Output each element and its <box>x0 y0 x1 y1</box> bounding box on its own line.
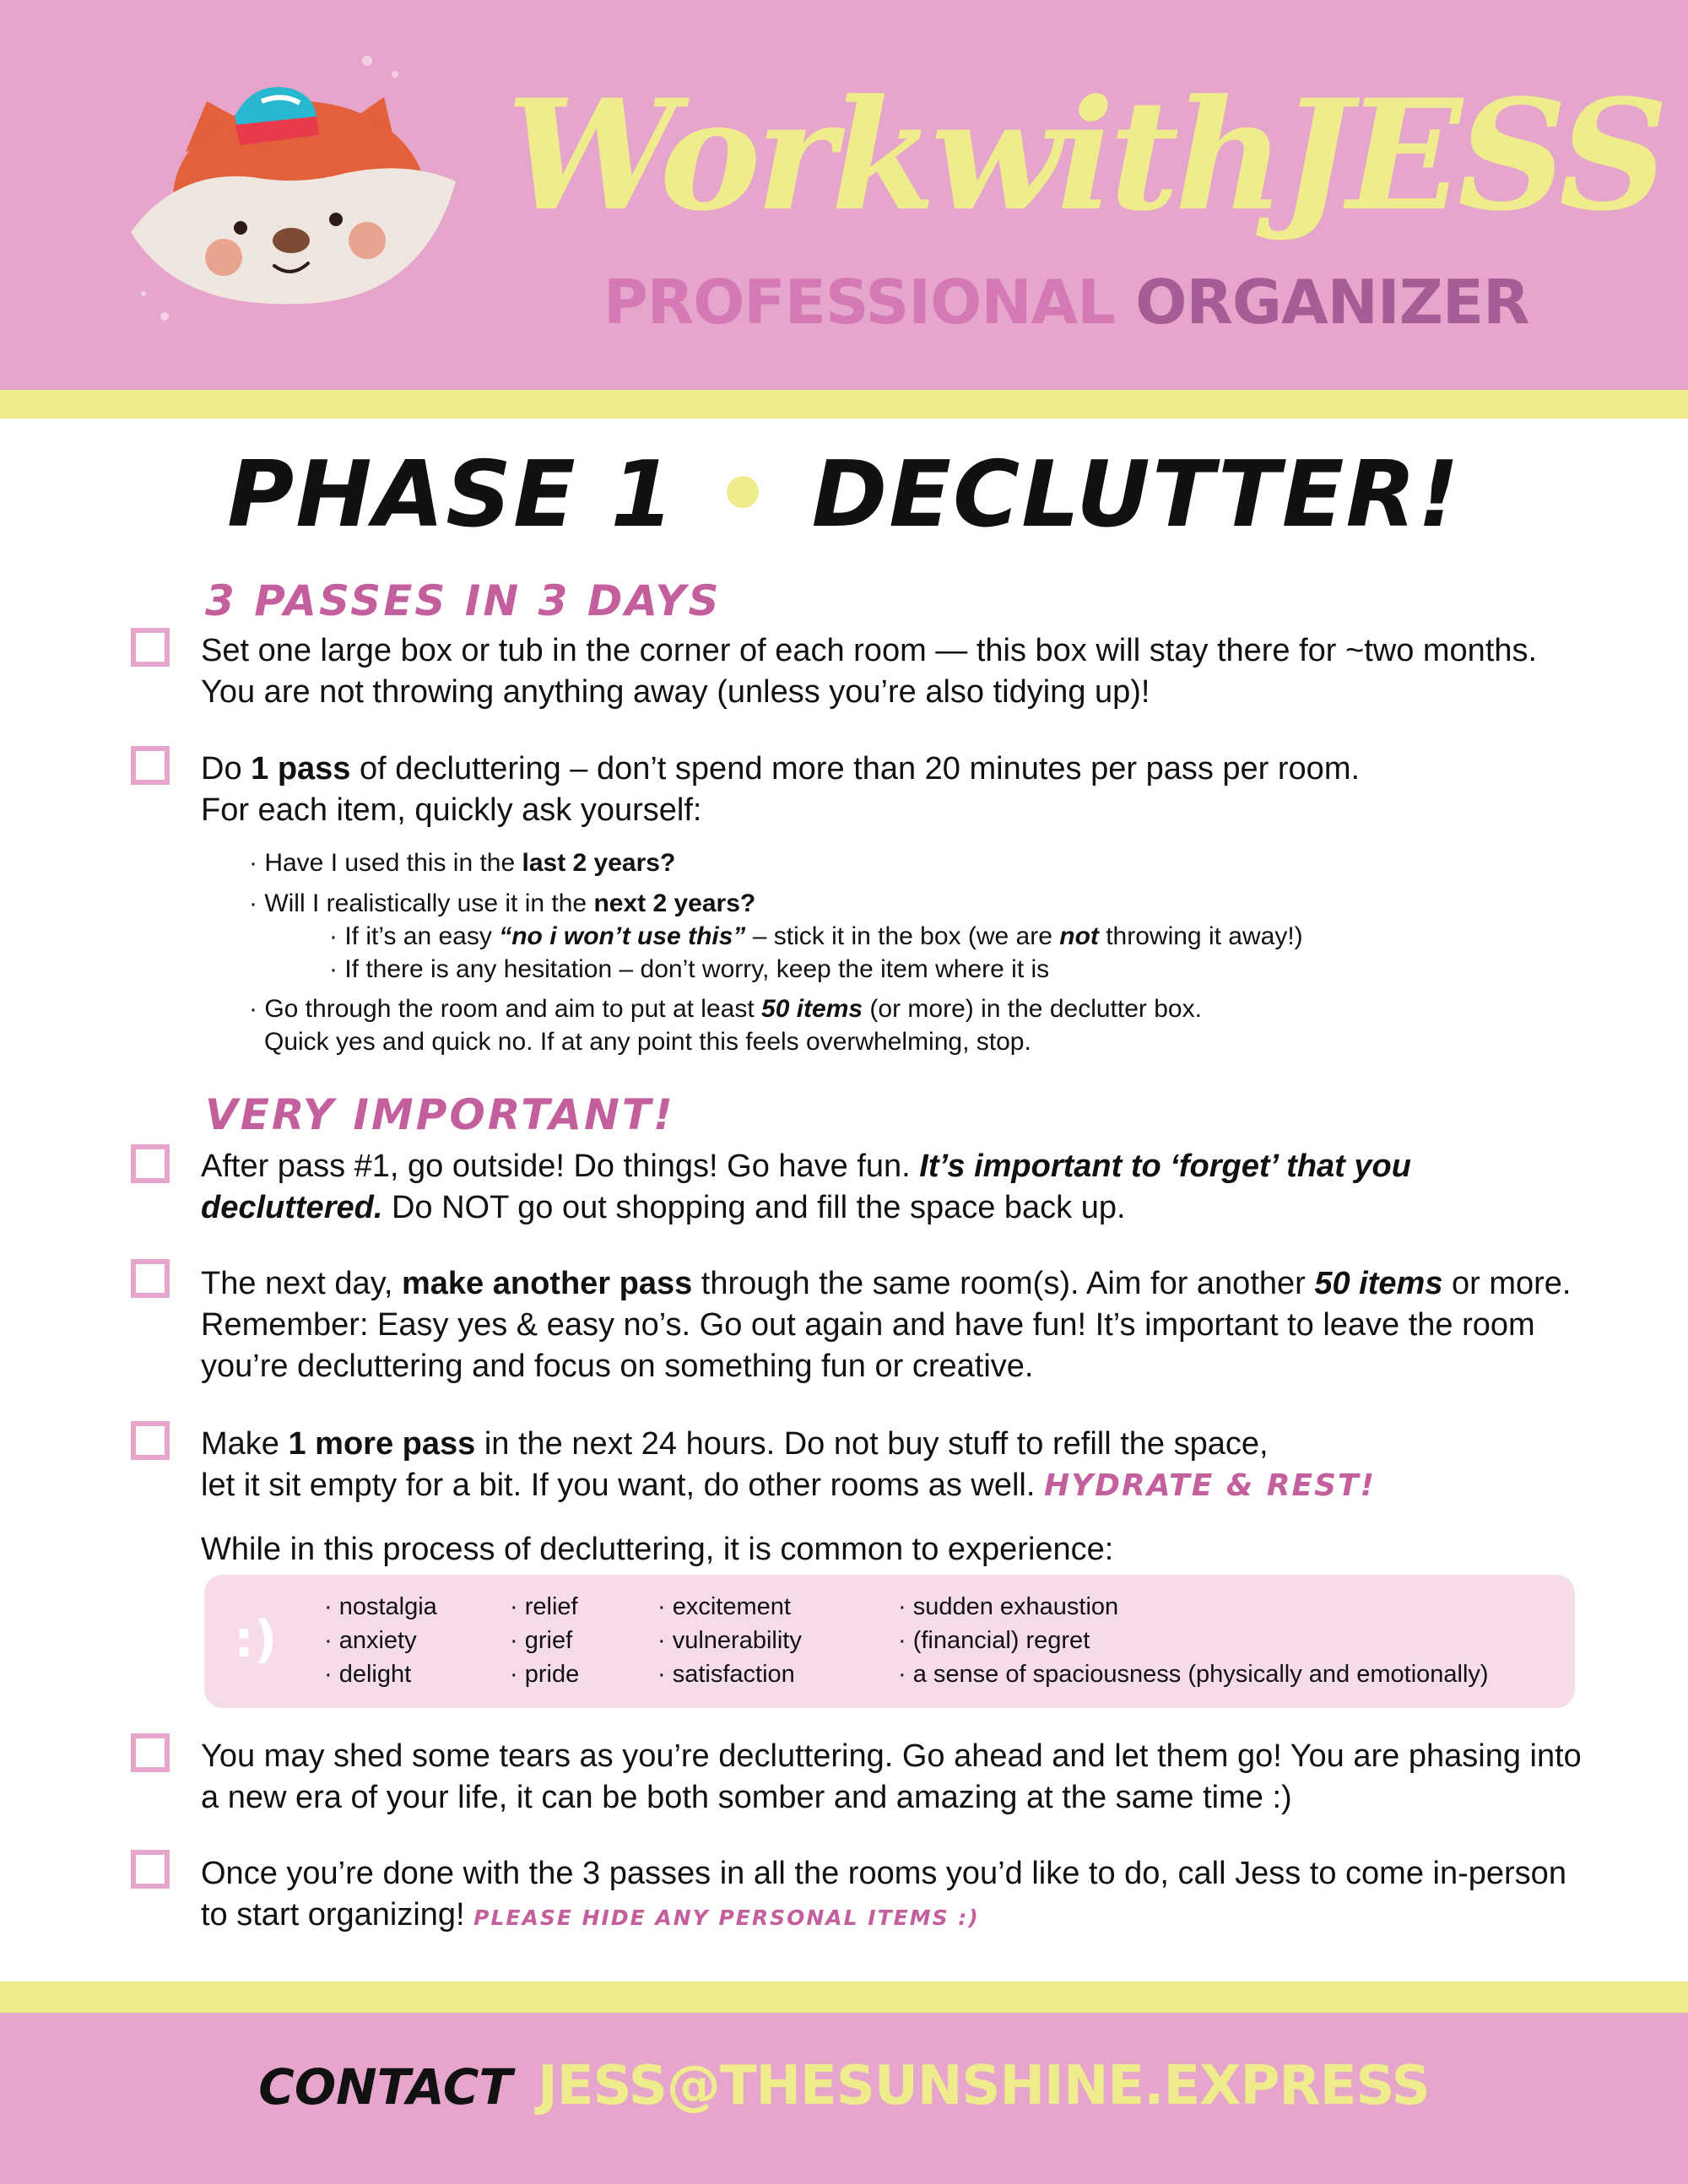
list-item: · If there is any hesitation – don’t worry, keep the item where it is <box>329 955 1050 983</box>
list-item: · grief <box>510 1627 573 1654</box>
page-title-phase: PHASE 1 <box>227 442 676 548</box>
item-6-text: You may shed some tears as you’re decluttering. Go ahead and let them go! You are phasing into a new era of your life, it can be both somber and amazing at the same time :) <box>201 1738 1582 1815</box>
page-title-declutter: DECLUTTER! <box>811 442 1461 548</box>
list-item: · excitement <box>657 1593 791 1620</box>
list-item: · If it’s an easy “no i won’t use this” – stick it in the box (we are not throwing it away!) <box>329 922 1303 950</box>
list-item: · vulnerability <box>657 1627 802 1654</box>
list-item: · Will I realistically use it in the next 2 years? <box>249 889 756 917</box>
list-item: · a sense of spaciousness (physically and emotionally) <box>898 1661 1489 1688</box>
title-separator: • <box>713 442 774 548</box>
item-2-text: Do 1 pass of decluttering – don’t spend more than 20 minutes per pass per room. For each item, quickly ask yourself: <box>201 751 1361 828</box>
section-heading-passes: 3 PASSES IN 3 DAYS <box>205 576 722 625</box>
personal-items-tag: PLEASE HIDE ANY PERSONAL ITEMS :) <box>473 1906 980 1930</box>
emotions-column-4 <box>898 1590 1489 1691</box>
item-5-text: Make 1 more pass in the next 24 hours. Do not buy stuff to refill the space, let it sit empty for a bit. If you want, do other rooms as well. HYDRATE & REST! <box>201 1426 1377 1503</box>
smiley-icon: :) <box>234 1610 278 1669</box>
list-item-continued: Quick yes and quick no. If at any point this feels overwhelming, stop. <box>264 1028 1031 1056</box>
list-item: · nostalgia <box>324 1593 437 1620</box>
logo-subtitle-organizer: ORGANIZER <box>1135 267 1529 338</box>
list-item: · pride <box>510 1661 580 1688</box>
emotions-column-3 <box>657 1590 802 1691</box>
emotions-intro: While in this process of decluttering, it is common to experience: <box>201 1532 1114 1567</box>
emotions-column-1 <box>324 1590 437 1691</box>
item-7-text: Once you’re done with the 3 passes in all the rooms you’d like to do, call Jess to come in-person to start organizing! PLEASE HIDE ANY PERSONAL ITEMS :) <box>201 1856 1566 1933</box>
fox-mascot-icon <box>127 51 464 338</box>
question-list <box>249 846 1303 1058</box>
item-4-text: The next day, make another pass through the same room(s). Aim for another 50 items or more. Remember: Easy yes & easy no’s. Go out again and have fun! It’s important to leave the room you’re decluttering and focus on something fun or creative. <box>201 1266 1572 1384</box>
checkbox-item-5[interactable] <box>131 1421 170 1460</box>
emotions-box <box>204 1575 1575 1708</box>
logo-subtitle <box>603 267 1529 338</box>
checkbox-item-1[interactable] <box>131 628 170 667</box>
list-item: · Have I used this in the last 2 years? <box>249 849 676 877</box>
contact-line <box>0 2055 1688 2117</box>
section-heading-important: VERY IMPORTANT! <box>205 1090 675 1139</box>
contact-email-link[interactable]: JESS@THESUNSHINE.EXPRESS <box>537 2055 1430 2117</box>
contact-label: CONTACT <box>258 2058 512 2116</box>
list-item: · relief <box>510 1593 578 1620</box>
logo-wordmark: WorkwithJESS <box>506 67 1664 245</box>
checkbox-item-6[interactable] <box>131 1733 170 1772</box>
page-title <box>0 442 1688 548</box>
logo-subtitle-professional: PROFESSIONAL <box>603 267 1116 338</box>
item-1-text: Set one large box or tub in the corner of each room — this box will stay there for ~two months. You are not throwing anything away (unless you’re also tidying up)! <box>201 633 1538 710</box>
checkbox-item-4[interactable] <box>131 1259 170 1298</box>
item-3-text: After pass #1, go outside! Do things! Go have fun. It’s important to ‘forget’ that you decluttered. Do NOT go out shopping and fill the space back up. <box>201 1149 1411 1225</box>
checkbox-item-7[interactable] <box>131 1850 170 1889</box>
emotions-column-2 <box>510 1590 579 1691</box>
list-item: · sudden exhaustion <box>898 1593 1119 1620</box>
footer-yellow-stripe <box>0 1981 1688 2013</box>
list-item: · (financial) regret <box>898 1627 1090 1654</box>
header-yellow-stripe <box>0 390 1688 419</box>
list-item: · satisfaction <box>657 1661 795 1688</box>
checkbox-item-2[interactable] <box>131 746 170 785</box>
list-item: · anxiety <box>324 1627 417 1654</box>
list-item: · delight <box>324 1661 412 1688</box>
hydrate-rest-tag: HYDRATE & REST! <box>1043 1468 1377 1503</box>
list-item: · Go through the room and aim to put at least 50 items (or more) in the declutter box. <box>249 995 1202 1023</box>
checkbox-item-3[interactable] <box>131 1144 170 1183</box>
